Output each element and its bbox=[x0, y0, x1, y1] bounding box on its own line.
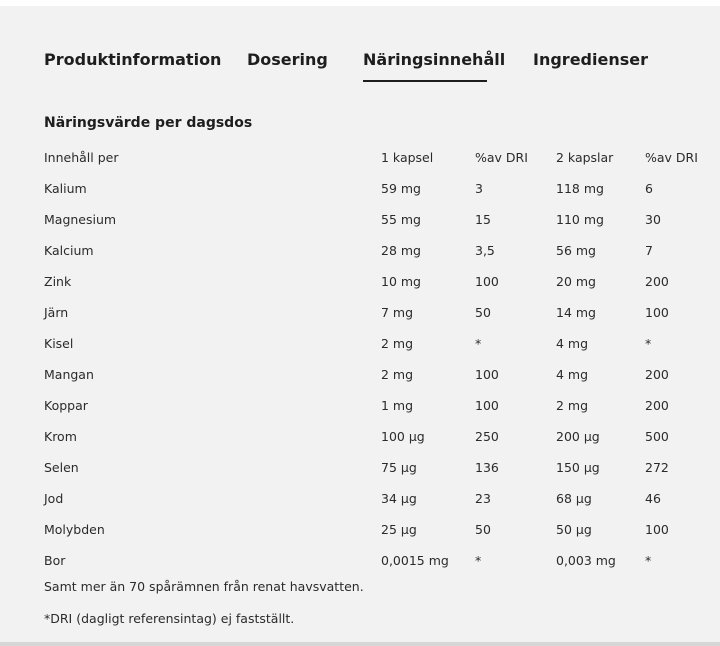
nutrient-name: Kalcium bbox=[44, 243, 94, 258]
bottom-strip bbox=[0, 642, 720, 646]
tab-dosering[interactable]: Dosering bbox=[247, 50, 328, 69]
table-cell: 100 bbox=[475, 274, 499, 289]
table-cell: 23 bbox=[475, 491, 491, 506]
table-cell: 100 µg bbox=[381, 429, 425, 444]
nutrition-table bbox=[44, 142, 705, 576]
table-cell: 25 µg bbox=[381, 522, 417, 537]
table-cell: 4 mg bbox=[556, 336, 589, 351]
column-header: Innehåll per bbox=[44, 150, 119, 165]
table-cell: 100 bbox=[475, 367, 499, 382]
table-cell: 100 bbox=[645, 305, 669, 320]
column-header: %av DRI bbox=[475, 150, 528, 165]
table-cell: 500 bbox=[645, 429, 669, 444]
nutrient-name: Molybden bbox=[44, 522, 105, 537]
table-header-row bbox=[44, 142, 705, 173]
table-row bbox=[44, 514, 705, 545]
table-cell: 3 bbox=[475, 181, 483, 196]
nutrient-name: Kalium bbox=[44, 181, 87, 196]
section-title: Näringsvärde per dagsdos bbox=[44, 115, 253, 131]
table-body bbox=[44, 173, 705, 576]
table-cell: 50 bbox=[475, 305, 491, 320]
table-cell: 2 mg bbox=[556, 398, 589, 413]
table-cell: 118 mg bbox=[556, 181, 604, 196]
nutrient-name: Selen bbox=[44, 460, 79, 475]
table-cell: 136 bbox=[475, 460, 499, 475]
table-row bbox=[44, 297, 705, 328]
table-cell: * bbox=[475, 553, 482, 568]
table-cell: 2 mg bbox=[381, 367, 414, 382]
table-cell: 15 bbox=[475, 212, 491, 227]
table-row bbox=[44, 235, 705, 266]
table-cell: * bbox=[645, 553, 652, 568]
table-cell: 30 bbox=[645, 212, 661, 227]
table-cell: 75 µg bbox=[381, 460, 417, 475]
table-cell: 0,0015 mg bbox=[381, 553, 449, 568]
table-cell: 14 mg bbox=[556, 305, 596, 320]
table-cell: 10 mg bbox=[381, 274, 421, 289]
tab-ingredienser[interactable]: Ingredienser bbox=[533, 50, 648, 69]
table-cell: * bbox=[645, 336, 652, 351]
table-cell: 100 bbox=[475, 398, 499, 413]
column-header: %av DRI bbox=[645, 150, 698, 165]
nutrient-name: Zink bbox=[44, 274, 72, 289]
product-tabs bbox=[44, 50, 648, 82]
table-cell: 100 bbox=[645, 522, 669, 537]
table-row bbox=[44, 545, 705, 576]
dri-footnote: *DRI (dagligt referensintag) ej fastställt. bbox=[44, 611, 295, 626]
table-row bbox=[44, 421, 705, 452]
nutrient-name: Järn bbox=[44, 305, 69, 320]
table-cell: * bbox=[475, 336, 482, 351]
table-cell: 150 µg bbox=[556, 460, 600, 475]
table-row bbox=[44, 266, 705, 297]
tab-produktinformation[interactable]: Produktinformation bbox=[44, 50, 222, 69]
table-cell: 250 bbox=[475, 429, 499, 444]
nutrient-name: Magnesium bbox=[44, 212, 117, 227]
table-cell: 59 mg bbox=[381, 181, 421, 196]
column-header: 1 kapsel bbox=[381, 150, 434, 165]
nutrient-name: Bor bbox=[44, 553, 66, 568]
table-cell: 56 mg bbox=[556, 243, 596, 258]
table-cell: 28 mg bbox=[381, 243, 421, 258]
tab-naringsinnehall[interactable]: Näringsinnehåll bbox=[363, 50, 487, 82]
table-cell: 50 µg bbox=[556, 522, 592, 537]
table-cell: 4 mg bbox=[556, 367, 589, 382]
table-row bbox=[44, 483, 705, 514]
table-cell: 50 bbox=[475, 522, 491, 537]
table-cell: 200 µg bbox=[556, 429, 600, 444]
table-cell: 1 mg bbox=[381, 398, 414, 413]
table-cell: 7 bbox=[645, 243, 653, 258]
column-header: 2 kapslar bbox=[556, 150, 614, 165]
table-row bbox=[44, 173, 705, 204]
table-cell: 110 mg bbox=[556, 212, 604, 227]
table-cell: 2 mg bbox=[381, 336, 414, 351]
top-strip bbox=[0, 0, 720, 6]
table-row bbox=[44, 390, 705, 421]
table-cell: 272 bbox=[645, 460, 669, 475]
table-cell: 68 µg bbox=[556, 491, 592, 506]
table-cell: 200 bbox=[645, 274, 669, 289]
table-cell: 34 µg bbox=[381, 491, 417, 506]
table-cell: 0,003 mg bbox=[556, 553, 616, 568]
trace-elements-note: Samt mer än 70 spårämnen från renat havsvatten. bbox=[44, 579, 364, 594]
nutrient-name: Koppar bbox=[44, 398, 88, 413]
table-cell: 55 mg bbox=[381, 212, 421, 227]
table-cell: 20 mg bbox=[556, 274, 596, 289]
table-cell: 3,5 bbox=[475, 243, 495, 258]
table-cell: 7 mg bbox=[381, 305, 414, 320]
table-cell: 46 bbox=[645, 491, 661, 506]
table-cell: 6 bbox=[645, 181, 653, 196]
nutrient-name: Mangan bbox=[44, 367, 94, 382]
table-row bbox=[44, 204, 705, 235]
nutrient-name: Jod bbox=[44, 491, 64, 506]
table-row bbox=[44, 328, 705, 359]
table-row bbox=[44, 452, 705, 483]
table-row bbox=[44, 359, 705, 390]
table-cell: 200 bbox=[645, 398, 669, 413]
nutrient-name: Krom bbox=[44, 429, 77, 444]
table-cell: 200 bbox=[645, 367, 669, 382]
nutrient-name: Kisel bbox=[44, 336, 74, 351]
